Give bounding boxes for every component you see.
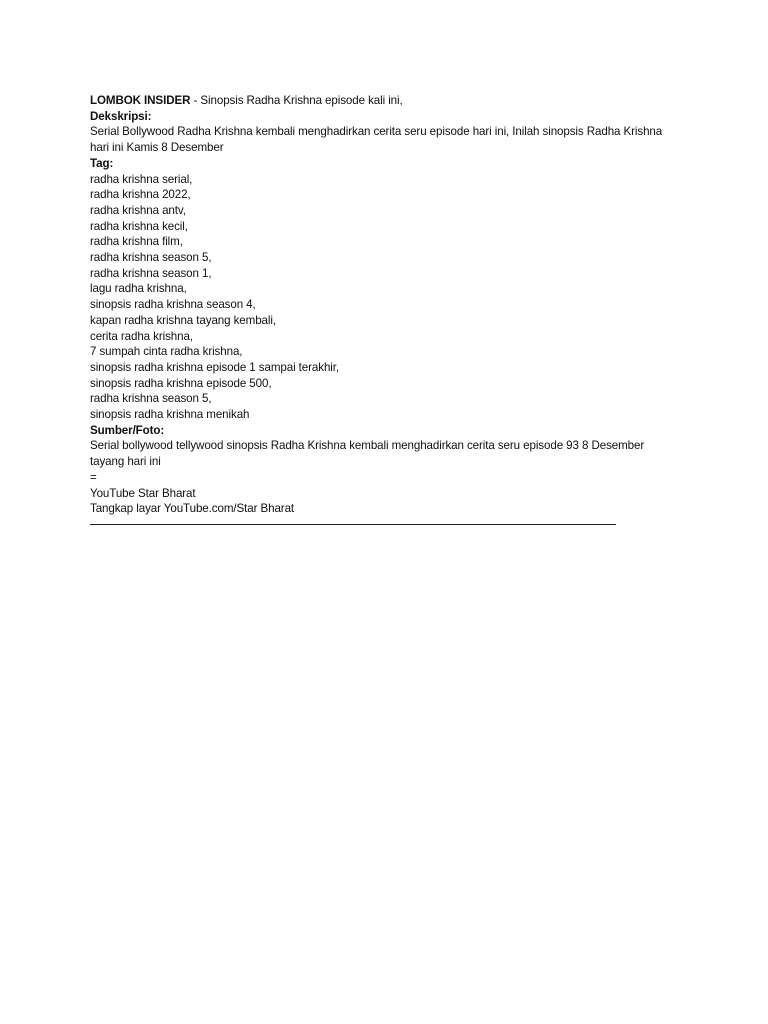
tag-item: lagu radha krishna,: [90, 282, 187, 296]
tag-item: radha krishna 2022,: [90, 188, 191, 202]
source-text: Serial bollywood tellywood sinopsis Radha Krishna kembali menghadirkan cerita seru episode 93 8 Desember tayang hari ini: [90, 439, 645, 469]
source-label: Sumber/Foto:: [90, 423, 165, 437]
document-body: [90, 93, 690, 525]
headline-separator: -: [190, 94, 201, 107]
brand-name: LOMBOK INSIDER: [90, 94, 191, 107]
tag-item: radha krishna season 1,: [90, 266, 212, 280]
tag-item: radha krishna season 5,: [90, 251, 212, 265]
description-label: Dekskripsi:: [90, 109, 152, 123]
tag-item: sinopsis radha krishna episode 1 sampai terakhir,: [90, 360, 340, 374]
tag-item: radha krishna season 5,: [90, 392, 212, 406]
description-text: Serial Bollywood Radha Krishna kembali menghadirkan cerita seru episode hari ini, Inilah sinopsis Radha Krishna hari ini Kamis 8 Desember: [90, 125, 663, 155]
tag-item: cerita radha krishna,: [90, 329, 193, 343]
horizontal-divider: [90, 524, 616, 525]
tag-item: sinopsis radha krishna season 4,: [90, 298, 256, 312]
screenshot-credit: Tangkap layar YouTube.com/Star Bharat: [90, 502, 295, 516]
tag-item: radha krishna film,: [90, 235, 183, 249]
tag-item: sinopsis radha krishna menikah: [90, 408, 250, 422]
tag-item: radha krishna serial,: [90, 172, 193, 186]
headline-text: Sinopsis Radha Krishna episode kali ini,: [200, 94, 403, 107]
headline: [90, 93, 690, 109]
source-channel: YouTube Star Bharat: [90, 486, 196, 500]
equals-sign: =: [90, 470, 97, 484]
tag-item: kapan radha krishna tayang kembali,: [90, 313, 276, 327]
tag-item: radha krishna kecil,: [90, 219, 188, 233]
tag-item: radha krishna antv,: [90, 203, 186, 217]
tags-label: Tag:: [90, 156, 114, 170]
tag-item: sinopsis radha krishna episode 500,: [90, 376, 272, 390]
tag-item: 7 sumpah cinta radha krishna,: [90, 345, 243, 359]
tag-list: [90, 172, 690, 423]
